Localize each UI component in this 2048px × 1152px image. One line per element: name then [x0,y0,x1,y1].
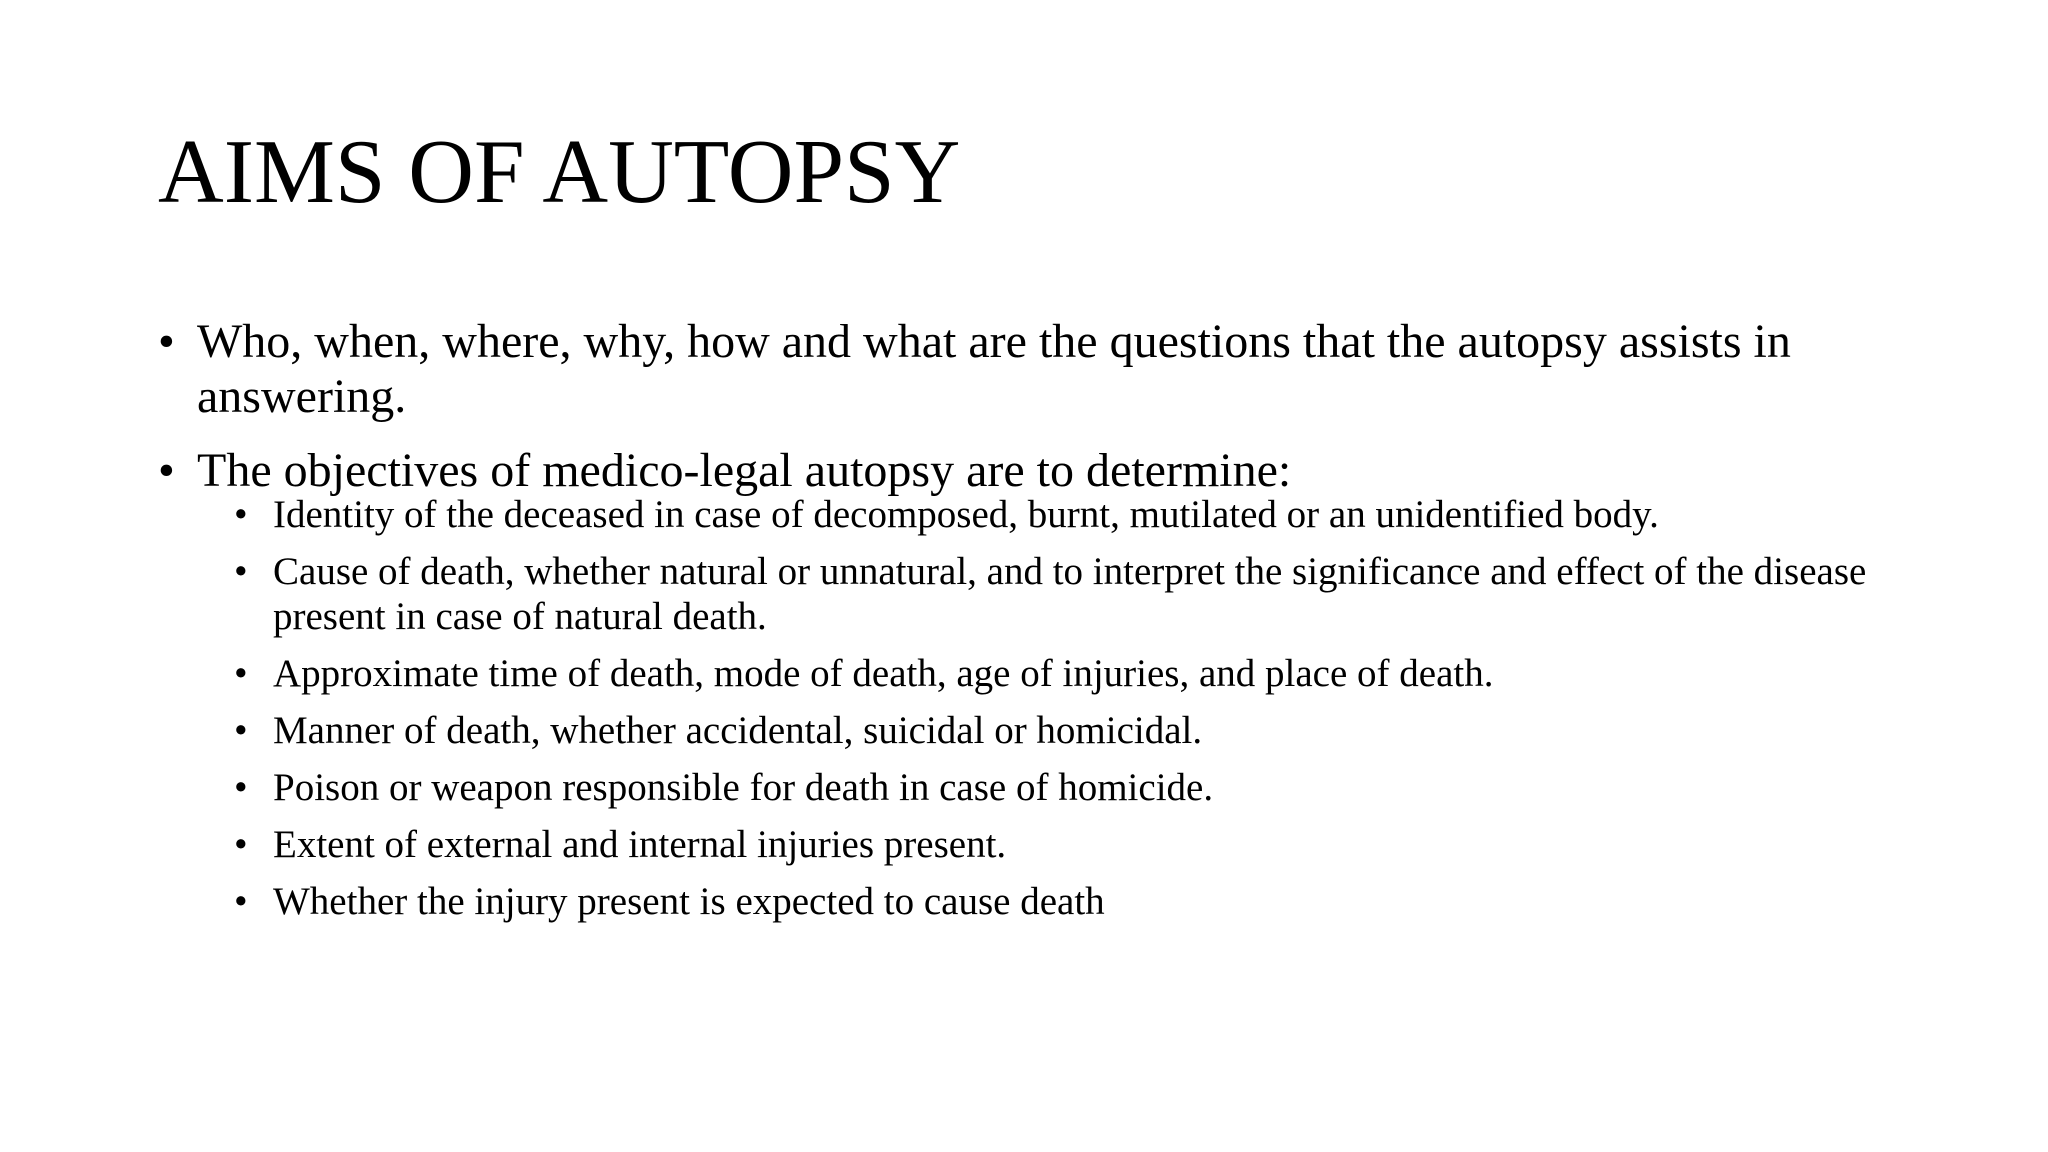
sub-bullet-icon: • [234,766,248,809]
sub-bullet-text: Manner of death, whether accidental, suicidal or homicidal. [273,709,1203,752]
sub-bullet-icon: • [234,550,248,593]
bullet-text: Who, when, where, why, how and what are the questions that the autopsy assists in answering. [197,315,1791,423]
sub-bullet-text: Cause of death, whether natural or unnatural, and to interpret the significance and effect of the disease present in case of natural death. [273,550,1867,638]
sub-bullet-text: Poison or weapon responsible for death in case of homicide. [273,766,1214,809]
sub-bullet-item [234,651,1918,696]
sub-bullet-list [158,492,1918,924]
sub-bullet-icon: • [234,709,248,752]
sub-bullet-item [234,549,1918,639]
bullet-item [158,443,1918,498]
sub-bullet-item [234,708,1918,753]
slide-body [158,314,1918,936]
sub-bullet-text: Identity of the deceased in case of decomposed, burnt, mutilated or an unidentified body. [273,493,1659,536]
slide-title: AIMS OF AUTOPSY [158,121,961,222]
bullet-icon: • [158,444,175,497]
sub-bullet-icon: • [234,652,248,695]
sub-bullet-item [234,879,1918,924]
bullet-text: The objectives of medico-legal autopsy are to determine: [197,444,1292,497]
sub-bullet-item [234,765,1918,810]
sub-bullet-icon: • [234,823,248,866]
sub-bullet-icon: • [234,493,248,536]
sub-bullet-item [234,822,1918,867]
sub-bullet-text: Extent of external and internal injuries present. [273,823,1007,866]
bullet-icon: • [158,315,175,368]
bullet-item [158,314,1918,424]
sub-bullet-text: Whether the injury present is expected to cause death [273,880,1105,923]
sub-bullet-icon: • [234,880,248,923]
sub-bullet-item [234,492,1918,537]
sub-bullet-text: Approximate time of death, mode of death, age of injuries, and place of death. [273,652,1494,695]
